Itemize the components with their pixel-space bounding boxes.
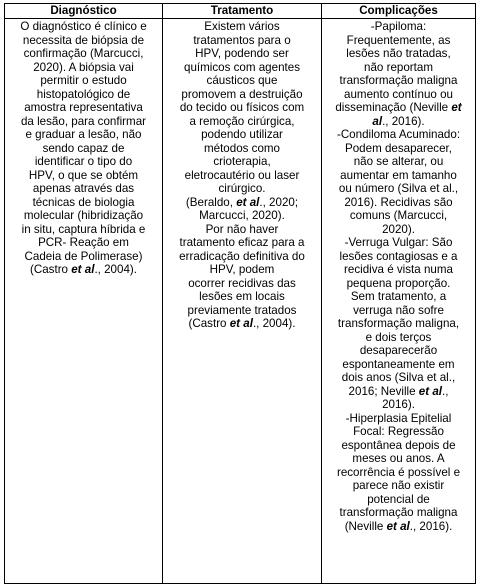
text-line: 2016). Recidivas são [344, 195, 453, 209]
text-line: transformação maligna, [337, 317, 460, 330]
diagnostico-citation [8, 263, 159, 277]
text-line: transformação maligna [339, 506, 458, 519]
text-line: identificar o tipo do [34, 155, 133, 168]
text-line: meses ou anos. A [352, 452, 445, 465]
text-line: confirmação (Marcucci, [23, 47, 144, 60]
text-line: pequena proporção. [346, 276, 451, 290]
cite-etal: et al [418, 384, 442, 398]
text-line: 2020). [382, 222, 415, 236]
text-line: HPV, podem [209, 263, 275, 276]
text-line: O diagnóstico é clínico e [20, 20, 147, 33]
text-line: lesões em locais [199, 290, 285, 303]
text-line: erradicação definitiva do [179, 249, 305, 263]
text-line: promovem a destruição [181, 87, 303, 101]
text-line: desaparecerão [359, 344, 438, 357]
cite-suffix: ., 2004). [252, 317, 296, 330]
text-line: molecular (hibridização [23, 209, 144, 222]
header-diagnostico: Diagnóstico [5, 4, 163, 19]
text-line: e graduar a lesão, não [25, 128, 142, 141]
complicacoes-papiloma [325, 20, 472, 101]
text-line: amostra representativa [24, 101, 143, 114]
cite-etal: et al [386, 519, 410, 533]
text-line: não reportam [364, 60, 433, 74]
text-line: e dois terços [365, 330, 432, 344]
text-line: tratamentos para o [193, 33, 291, 47]
hiperplasia-citation [325, 520, 472, 534]
tratamento-citation-2 [166, 317, 318, 331]
complicacoes-hiperplasia [325, 412, 472, 520]
header-complicacoes: Complicações [322, 4, 476, 19]
text-line: -Verruga Vulgar: São [344, 236, 453, 249]
tratamento-lines-2 [166, 223, 318, 318]
tratamento-citation-1b: Marcucci, 2020). [199, 209, 285, 222]
cite-suffix: ., 2016). [382, 114, 425, 128]
cite-etal: et al [236, 195, 260, 209]
text-line: -Papiloma: [370, 20, 427, 33]
text-line: Por não haver [205, 222, 279, 236]
text-line: ou número (Silva et al., [338, 182, 459, 195]
complicacoes-condiloma [325, 128, 472, 236]
text-line: lesões contagiosas e a [339, 249, 458, 263]
cite-etal: et [451, 101, 462, 114]
text-line: verruga não sofre [353, 303, 444, 317]
papiloma-citation-b [325, 115, 472, 129]
cite-prefix: (Beraldo, [185, 195, 237, 209]
text-line: histopatológico de [36, 87, 131, 101]
text-line: Cadeia de Polimerase) [24, 249, 143, 263]
cell-diagnostico [5, 19, 163, 584]
text-line: aumento contínuo ou [344, 87, 453, 101]
verruga-citation [325, 385, 472, 399]
text-line: apenas através das [32, 182, 135, 195]
text-line: do tecido ou físicos com [179, 101, 305, 114]
text-line: -Hiperplasia Epitelial [345, 411, 452, 425]
body-row [5, 19, 476, 584]
complicacoes-verruga [325, 236, 472, 385]
text-line: necessita de biópsia de [22, 33, 145, 47]
text-line: eletrocautério ou laser [184, 168, 300, 182]
text-line: comuns (Marcucci, [349, 209, 448, 222]
complicacoes-text [325, 20, 472, 533]
text-line: da lesão, para confirmar [20, 114, 147, 128]
cite-etal: et al [71, 263, 95, 276]
text-line: potencial de [367, 492, 430, 506]
text-line: Existem vários [204, 20, 280, 33]
text-line: químicos com agentes [184, 60, 300, 74]
text-line: HPV, podendo ser [195, 47, 289, 60]
text-line: aumentar em tamanho [340, 168, 457, 182]
text-line: PCR- Reação em [38, 236, 129, 249]
text-line: a remoção cirúrgica, [189, 114, 295, 128]
papiloma-citation-a [325, 101, 472, 115]
diagnostico-text [8, 20, 159, 277]
text-line: crioterapia, [213, 155, 271, 168]
text-line: recorrência é possível e [336, 465, 461, 479]
text-line: -Condiloma Acuminado: [336, 128, 461, 141]
cite-text: disseminação (Neville [335, 101, 452, 114]
text-line: dois anos (Silva et al., [341, 371, 456, 384]
cite-suffix: ., [442, 384, 449, 398]
cite-prefix: (Neville [344, 519, 387, 533]
text-line: Podem desaparecer, [345, 141, 452, 155]
header-tratamento: Tratamento [163, 4, 322, 19]
text-line: espontânea depois de [341, 438, 456, 452]
cell-tratamento [163, 19, 322, 584]
cite-prefix: (Castro [30, 263, 72, 276]
text-line: ocorrer recidivas das [188, 276, 296, 290]
text-line: tratamento eficaz para a [179, 236, 305, 249]
text-line: espontaneamente em [342, 357, 455, 371]
text-line: recidiva é vista numa [344, 263, 453, 276]
text-line: métodos como [203, 141, 281, 155]
cite-suffix: ., 2020; [259, 195, 299, 209]
text-line: não se alterar, ou [353, 155, 444, 168]
text-line: cirúrgico. [218, 182, 266, 195]
cite-suffix: ., 2016). [409, 519, 453, 533]
hpv-table [4, 3, 476, 584]
text-line: parece não existir [352, 479, 445, 492]
text-line: permitir o estudo [40, 74, 127, 87]
diagnostico-lines [8, 20, 159, 263]
text-line: Frequentemente, as [346, 33, 451, 47]
text-line: lesões não tratadas, [346, 47, 451, 60]
tratamento-lines [166, 20, 318, 196]
cite-prefix: (Castro [188, 317, 230, 330]
text-line: Focal: Regressão [353, 425, 444, 438]
tratamento-citation-1 [166, 196, 318, 210]
text-line: podendo utilizar [201, 128, 283, 141]
cite-etal: al [372, 114, 383, 128]
header-row [5, 4, 476, 19]
cell-complicacoes [322, 19, 476, 584]
text-line: previamente tratados [187, 303, 297, 317]
text-line: sendo capaz de [42, 141, 125, 155]
verruga-citation-c: 2016). [382, 398, 415, 411]
cite-etal: et al [229, 317, 253, 330]
cite-suffix: ., 2004). [94, 263, 137, 276]
text-line: Sem tratamento, a [350, 290, 447, 303]
text-line: HPV, o que se obtém [28, 168, 139, 182]
complications-table-container [4, 3, 475, 584]
text-line: in situ, captura híbrida e [21, 222, 146, 236]
text-line: transformação maligna [339, 74, 458, 87]
cite-text: 2016; Neville [348, 384, 419, 398]
tratamento-text [166, 20, 318, 331]
text-line: cáusticos que [206, 74, 278, 87]
text-line: 2020). A biópsia vai [33, 60, 134, 74]
text-line: técnicas de biologia [32, 195, 135, 209]
